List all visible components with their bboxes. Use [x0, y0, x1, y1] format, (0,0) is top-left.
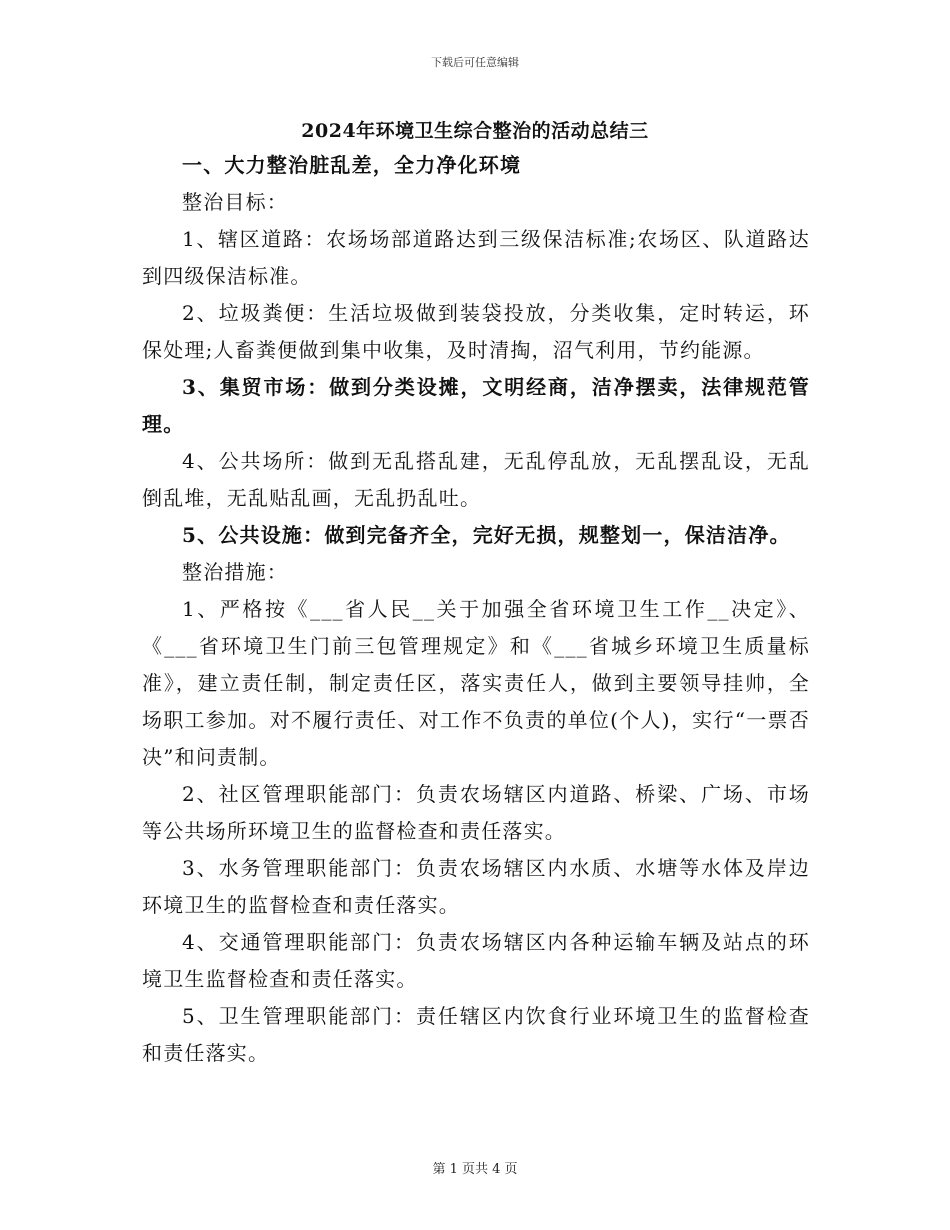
section-heading: 一、大力整治脏乱差，全力净化环境: [182, 153, 522, 177]
target-item: 4、公共场所：做到无乱搭乱建，无乱停乱放，无乱摆乱设，无乱倒乱堆，无乱贴乱画，无乱扔乱吐。: [142, 449, 810, 510]
measure-item: 4、交通管理职能部门：负责农场辖区内各种运输车辆及站点的环境卫生监督检查和责任落实。: [142, 930, 810, 991]
measure-item: 1、严格按《___省人民__关于加强全省环境卫生工作__决定》、《___省环境卫生门前三包管理规定》和《___省城乡环境卫生质量标准》，建立责任制，制定责任区，落实责任人，做到主要领导挂帅，全场职工参加。对不履行责任、对工作不负责的单位(个人)，实行“一票否决”和问责制。: [142, 597, 810, 769]
header-note: 下载后可任意编辑: [431, 56, 519, 69]
measure-item: 2、社区管理职能部门：负责农场辖区内道路、桥梁、广场、市场等公共场所环境卫生的监督检查和责任落实。: [142, 782, 810, 843]
document-title: 2024年环境卫生综合整治的活动总结三: [301, 120, 649, 142]
target-item: 3、集贸市场：做到分类设摊，文明经商，洁净摆卖，法律规范管理。: [142, 375, 810, 436]
targets-label: 整治目标：: [182, 190, 288, 214]
measure-item: 3、水务管理职能部门：负责农场辖区内水质、水塘等水体及岸边环境卫生的监督检查和责任落实。: [142, 856, 810, 917]
document-body: [142, 147, 810, 1072]
target-item: 5、公共设施：做到完备齐全，完好无损，规整划一，保洁洁净。: [182, 523, 791, 547]
target-item: 2、垃圾粪便：生活垃圾做到装袋投放，分类收集，定时转运，环保处理;人畜粪便做到集中收集，及时清掏，沼气利用，节约能源。: [142, 301, 810, 362]
target-item: 1、辖区道路：农场场部道路达到三级保洁标准;农场区、队道路达到四级保洁标准。: [142, 227, 810, 288]
measures-label: 整治措施：: [182, 560, 288, 584]
measure-item: 5、卫生管理职能部门：责任辖区内饮食行业环境卫生的监督检查和责任落实。: [142, 1004, 810, 1065]
page-number: 第 1 页共 4 页: [432, 1162, 518, 1177]
